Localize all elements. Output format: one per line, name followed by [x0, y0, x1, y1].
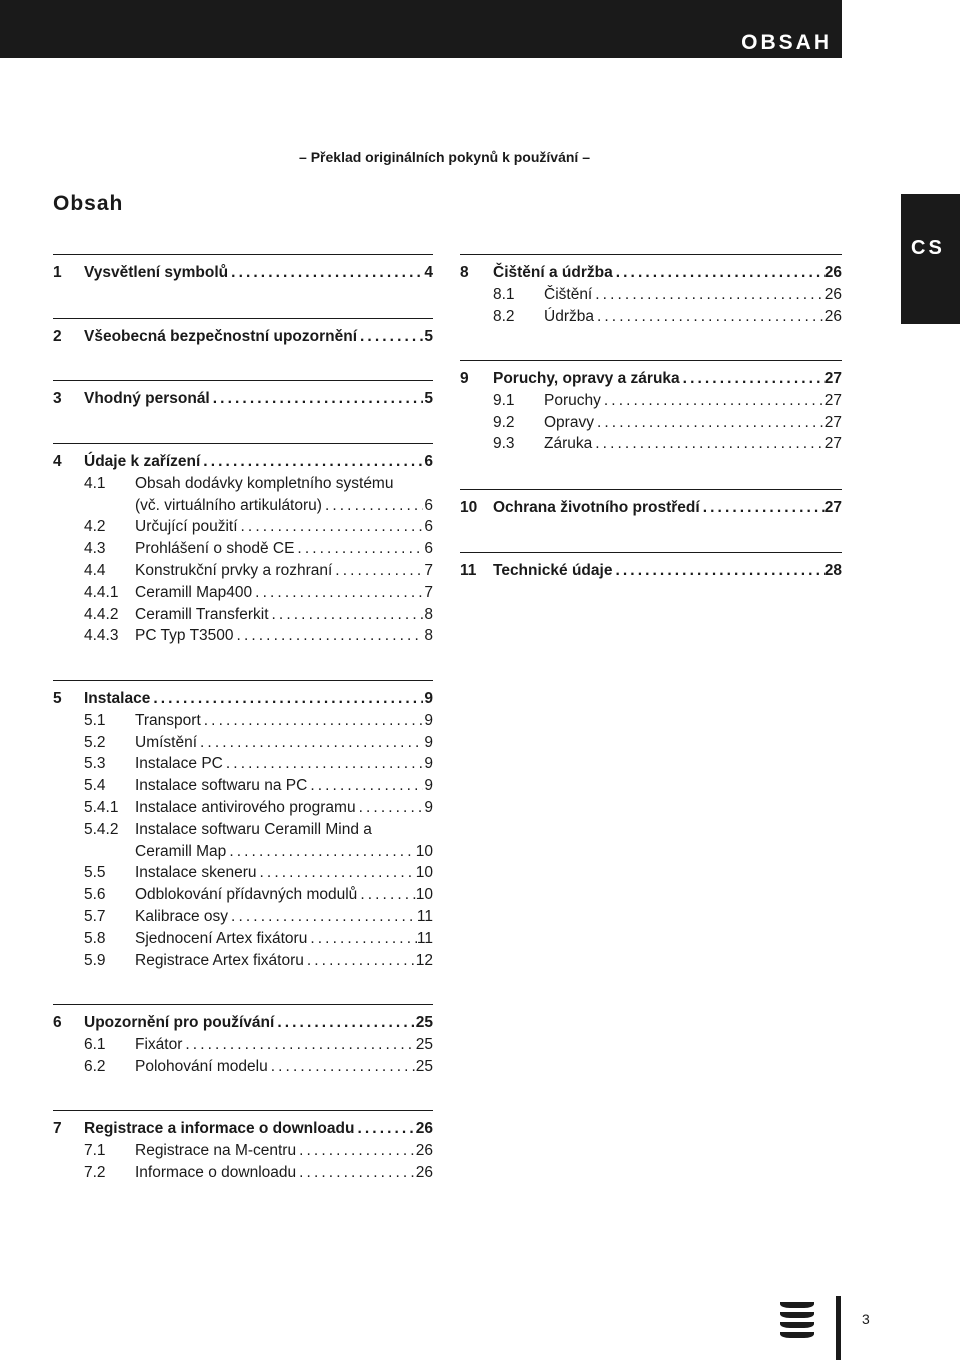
header-bar	[0, 0, 842, 58]
toc-entry-continued[interactable]: Ceramill Map . . . 10	[53, 841, 433, 863]
toc-section-8	[460, 254, 842, 327]
toc-entry-continued[interactable]: (vč. virtuálního artikulátoru) . . . 6	[53, 495, 433, 517]
toc-section-4	[53, 443, 433, 647]
toc-entry[interactable]: 4.4.3 PC Typ T3500 . . . 8	[53, 625, 433, 647]
toc-entry[interactable]: 1 Vysvětlení symbolů . . . 4	[53, 262, 433, 284]
toc-entry[interactable]: 11 Technické údaje . . . 28	[460, 560, 842, 582]
toc-entry[interactable]: 4.3 Prohlášení o shodě CE . . . 6	[53, 538, 433, 560]
toc-section-3	[53, 380, 433, 410]
toc-section-1	[53, 254, 433, 284]
toc-entry[interactable]: 4.2 Určující použití . . . 6	[53, 516, 433, 538]
toc-entry[interactable]: 5.9 Registrace Artex fixátoru . . . 12	[53, 950, 433, 972]
toc-entry[interactable]: 8.1 Čištění . . . 26	[460, 284, 842, 306]
toc-entry[interactable]: 4 Údaje k zařízení . . . 6	[53, 451, 433, 473]
language-label: CS	[911, 237, 945, 259]
page-title: Obsah	[53, 192, 124, 215]
toc-entry[interactable]: 8.2 Údržba . . . 26	[460, 306, 842, 328]
toc-entry[interactable]: 8 Čištění a údržba . . . 26	[460, 262, 842, 284]
toc-entry[interactable]: 4.4.2 Ceramill Transferkit . . . 8	[53, 604, 433, 626]
toc-entry[interactable]: 5.4.2 Instalace softwaru Ceramill Mind a	[84, 820, 372, 838]
toc-entry[interactable]: 5.2 Umístění . . . 9	[53, 732, 433, 754]
toc-entry[interactable]: 5.8 Sjednocení Artex fixátoru . . . 11	[53, 928, 433, 950]
toc-entry[interactable]: 9 Poruchy, opravy a záruka . . . 27	[460, 368, 842, 390]
toc-section-11	[460, 552, 842, 582]
header-title: OBSAH	[741, 31, 832, 54]
toc-entry[interactable]: 5.4 Instalace softwaru na PC . . . 9	[53, 775, 433, 797]
toc-section-2	[53, 318, 433, 348]
toc-section-5	[53, 680, 433, 971]
toc-entry[interactable]: 9.2 Opravy . . . 27	[460, 412, 842, 434]
language-tab	[901, 194, 960, 324]
toc-entry[interactable]: 5.6 Odblokování přídavných modulů . . . 10	[53, 884, 433, 906]
toc-entry[interactable]: 7.2 Informace o downloadu . . . 26	[53, 1162, 433, 1184]
toc-entry[interactable]: 9.1 Poruchy . . . 27	[460, 390, 842, 412]
toc-section-9	[460, 360, 842, 455]
document-subtitle: – Překlad originálních pokynů k používání –	[299, 149, 590, 165]
toc-entry[interactable]: 4.4 Konstrukční prvky a rozhraní . . . 7	[53, 560, 433, 582]
toc-entry[interactable]: 10 Ochrana životního prostředí . . . 27	[460, 497, 842, 519]
toc-entry[interactable]: 5 Instalace . . . 9	[53, 688, 433, 710]
toc-entry[interactable]: 7 Registrace a informace o downloadu . . . 26	[53, 1118, 433, 1140]
toc-entry[interactable]: 7.1 Registrace na M-centru . . . 26	[53, 1140, 433, 1162]
toc-entry[interactable]: 2 Všeobecná bezpečnostní upozornění . . . 5	[53, 326, 433, 348]
toc-section-7	[53, 1110, 433, 1183]
toc-entry[interactable]: 4.1 Obsah dodávky kompletního systému	[84, 474, 394, 492]
toc-entry[interactable]: 5.4.1 Instalace antivirového programu . . . 9	[53, 797, 433, 819]
toc-entry[interactable]: 4.4.1 Ceramill Map400 . . . 7	[53, 582, 433, 604]
brand-logo-icon	[780, 1302, 814, 1338]
toc-entry[interactable]: 6.1 Fixátor . . . 25	[53, 1034, 433, 1056]
toc-entry[interactable]: 5.3 Instalace PC . . . 9	[53, 753, 433, 775]
footer-divider	[836, 1296, 841, 1360]
toc-entry[interactable]: 6.2 Polohování modelu . . . 25	[53, 1056, 433, 1078]
toc-entry[interactable]: 5.7 Kalibrace osy . . . 11	[53, 906, 433, 928]
toc-entry[interactable]: 9.3 Záruka . . . 27	[460, 433, 842, 455]
toc-entry[interactable]: 5.5 Instalace skeneru . . . 10	[53, 862, 433, 884]
toc-entry[interactable]: 5.1 Transport . . . 9	[53, 710, 433, 732]
page-number: 3	[862, 1311, 870, 1327]
toc-entry[interactable]: 6 Upozornění pro používání . . . 25	[53, 1012, 433, 1034]
toc-entry[interactable]: 3 Vhodný personál . . . 5	[53, 388, 433, 410]
toc-section-6	[53, 1004, 433, 1077]
toc-section-10	[460, 489, 842, 519]
